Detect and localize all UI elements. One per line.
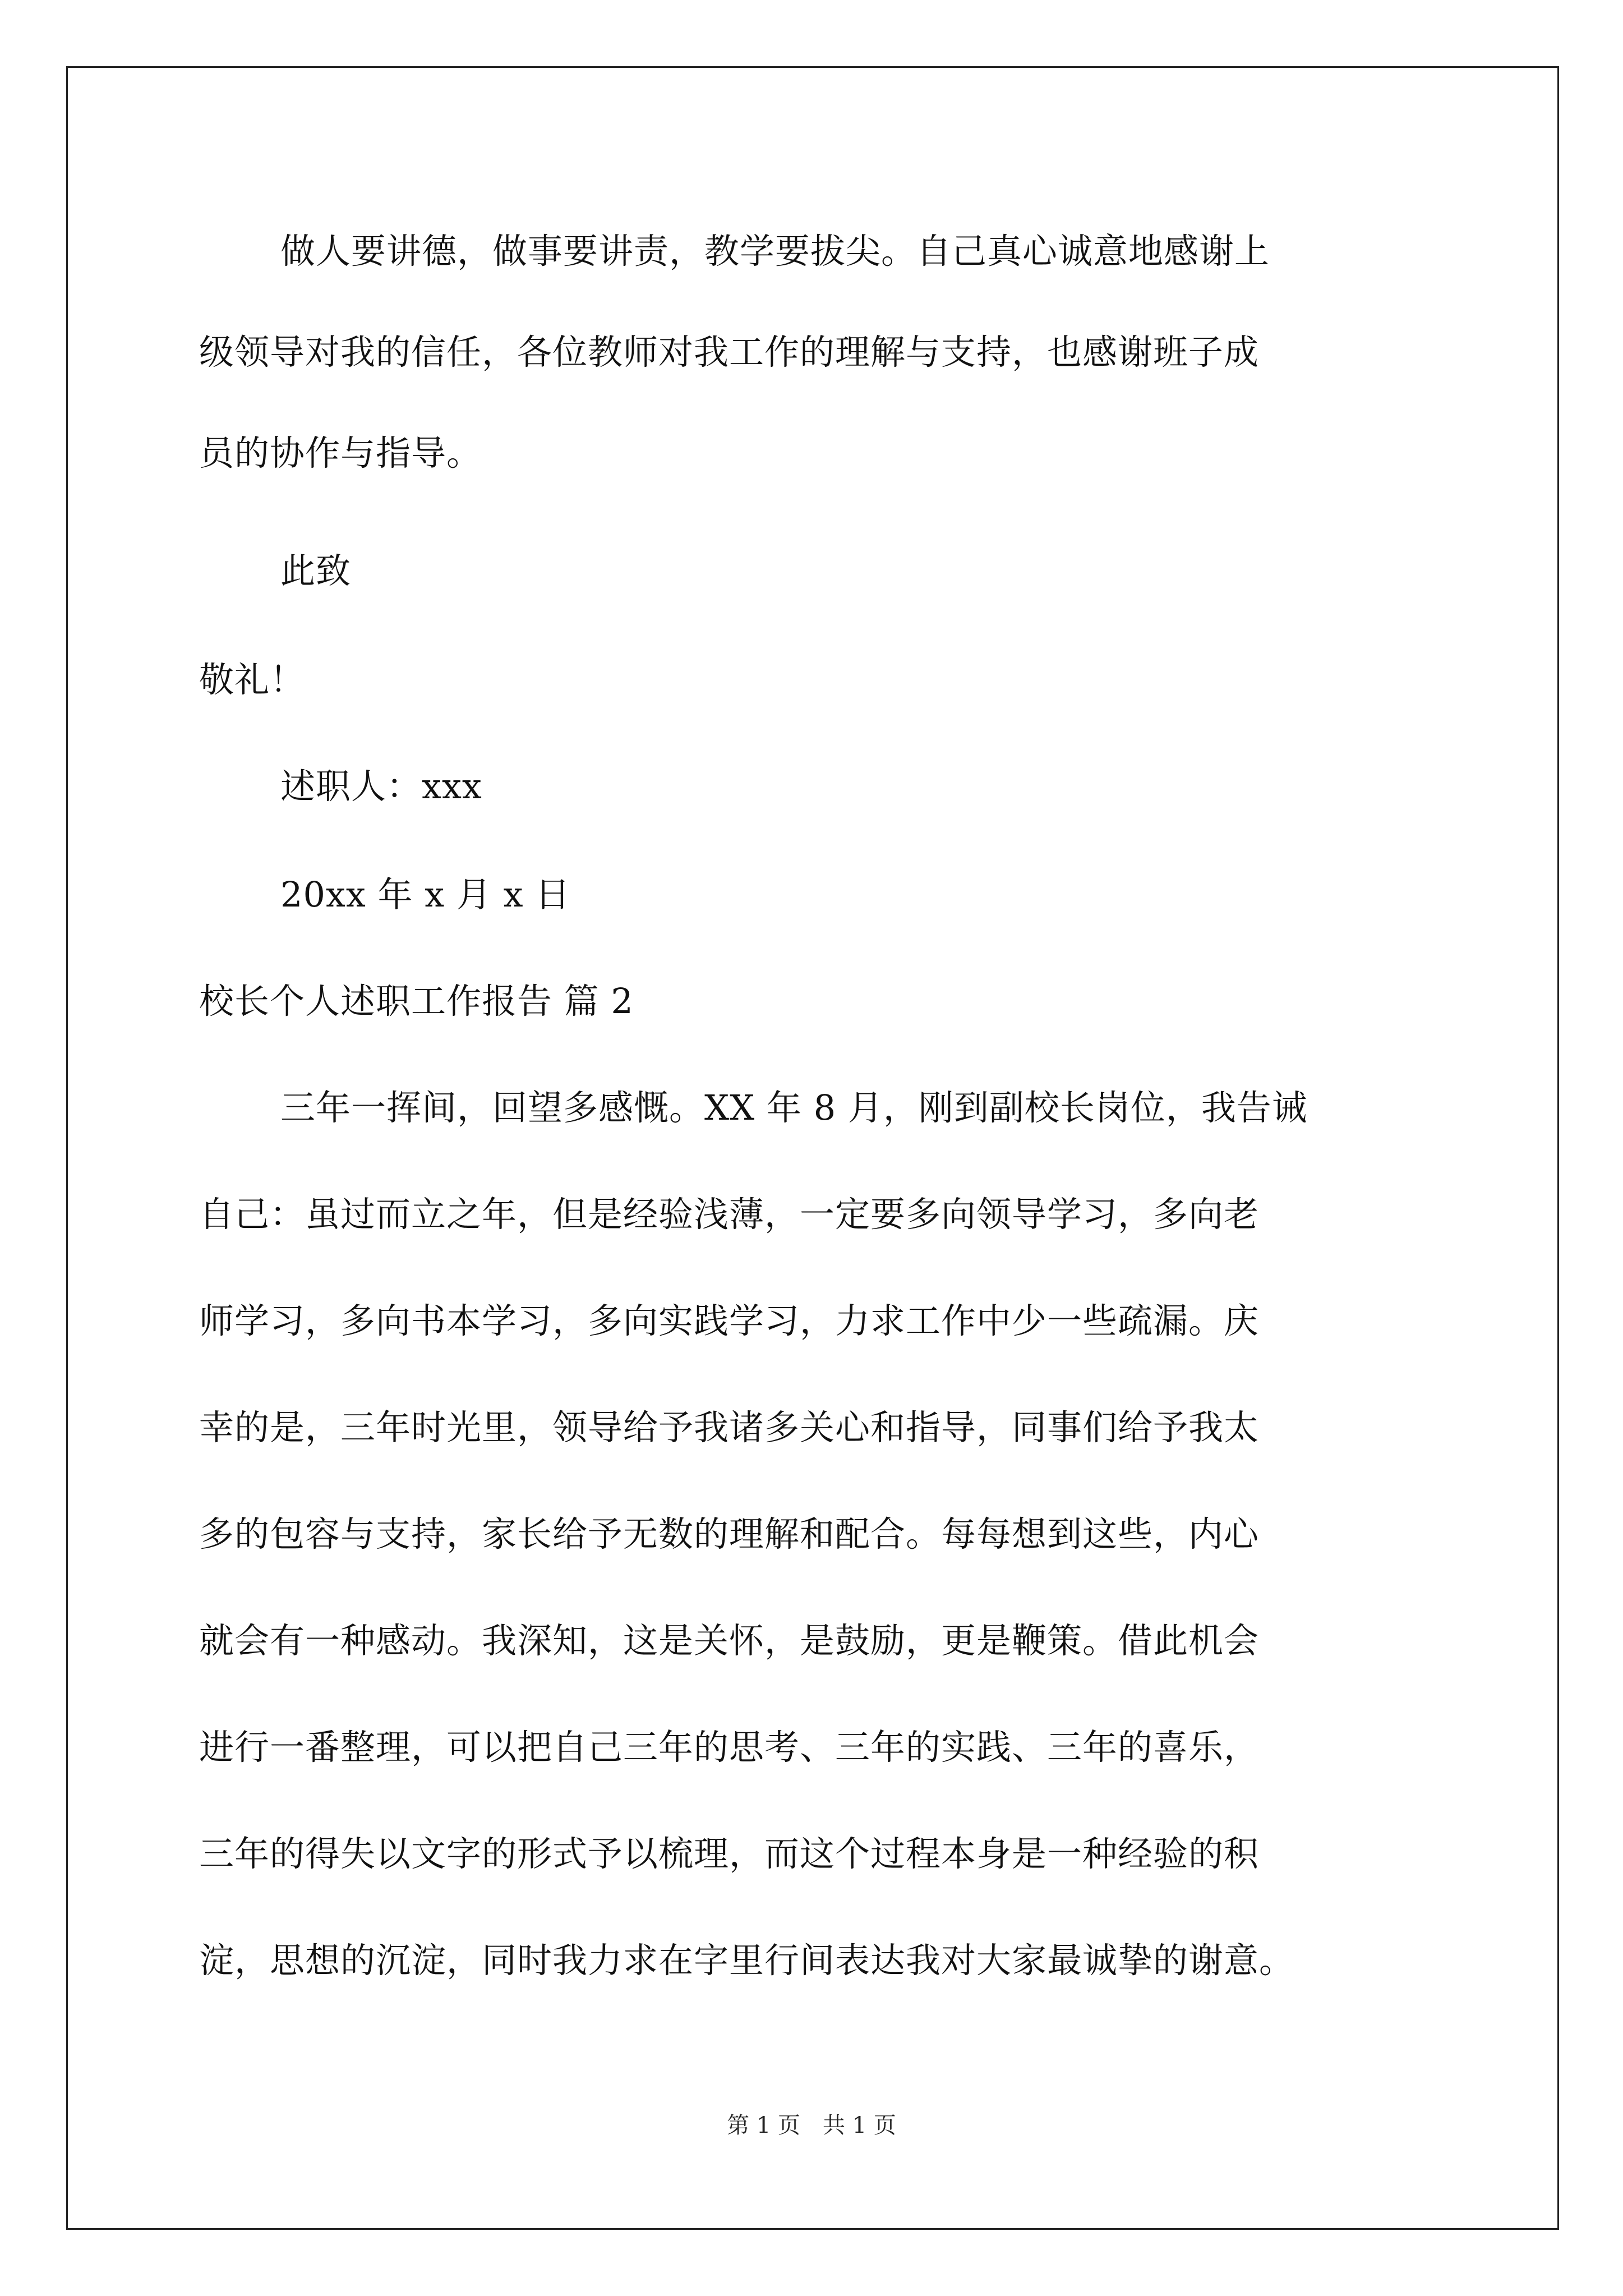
paragraph-line: 淀，思想的沉淀，同时我力求在字里行间表达我对大家最诚挚的谢意。 bbox=[199, 1940, 1295, 1981]
paragraph-line: 多的包容与支持，家长给予无数的理解和配合。每每想到这些，内心 bbox=[199, 1513, 1260, 1554]
paragraph-line: 幸的是，三年时光里，领导给予我诸多关心和指导，同事们给予我太 bbox=[199, 1407, 1260, 1448]
paragraph-line: 就会有一种感动。我深知，这是关怀，是鼓励，更是鞭策。借此机会 bbox=[199, 1620, 1260, 1661]
page-border bbox=[66, 66, 1559, 2230]
paragraph-line: 三年一挥间，回望多感慨。XX 年 8 月，刚到副校长岗位，我告诫 bbox=[280, 1087, 1307, 1128]
paragraph-line: 进行一番整理，可以把自己三年的思考、三年的实践、三年的喜乐， bbox=[199, 1727, 1260, 1768]
closing-regards: 敬礼！ bbox=[199, 659, 306, 700]
paragraph-line: 三年的得失以文字的形式予以梳理，而这个过程本身是一种经验的积 bbox=[199, 1833, 1260, 1874]
paragraph-line: 员的协作与指导。 bbox=[199, 432, 482, 473]
paragraph-line: 师学习，多向书本学习，多向实践学习，力求工作中少一些疏漏。庆 bbox=[199, 1300, 1260, 1341]
paragraph-line: 级领导对我的信任，各位教师对我工作的理解与支持，也感谢班子成 bbox=[199, 332, 1260, 372]
paragraph-line: 自己：虽过而立之年，但是经验浅薄，一定要多向领导学习，多向老 bbox=[199, 1194, 1260, 1235]
date-line: 20xx 年 x 月 x 日 bbox=[280, 874, 571, 915]
page-footer: 第 1 页 共 1 页 bbox=[727, 2113, 896, 2138]
signature-line: 述职人：xxx bbox=[280, 766, 482, 807]
closing-salutation: 此致 bbox=[280, 550, 352, 591]
section-heading: 校长个人述职工作报告 篇 2 bbox=[199, 981, 634, 1022]
paragraph-line: 做人要讲德，做事要讲责，教学要拔尖。自己真心诚意地感谢上 bbox=[280, 231, 1270, 272]
